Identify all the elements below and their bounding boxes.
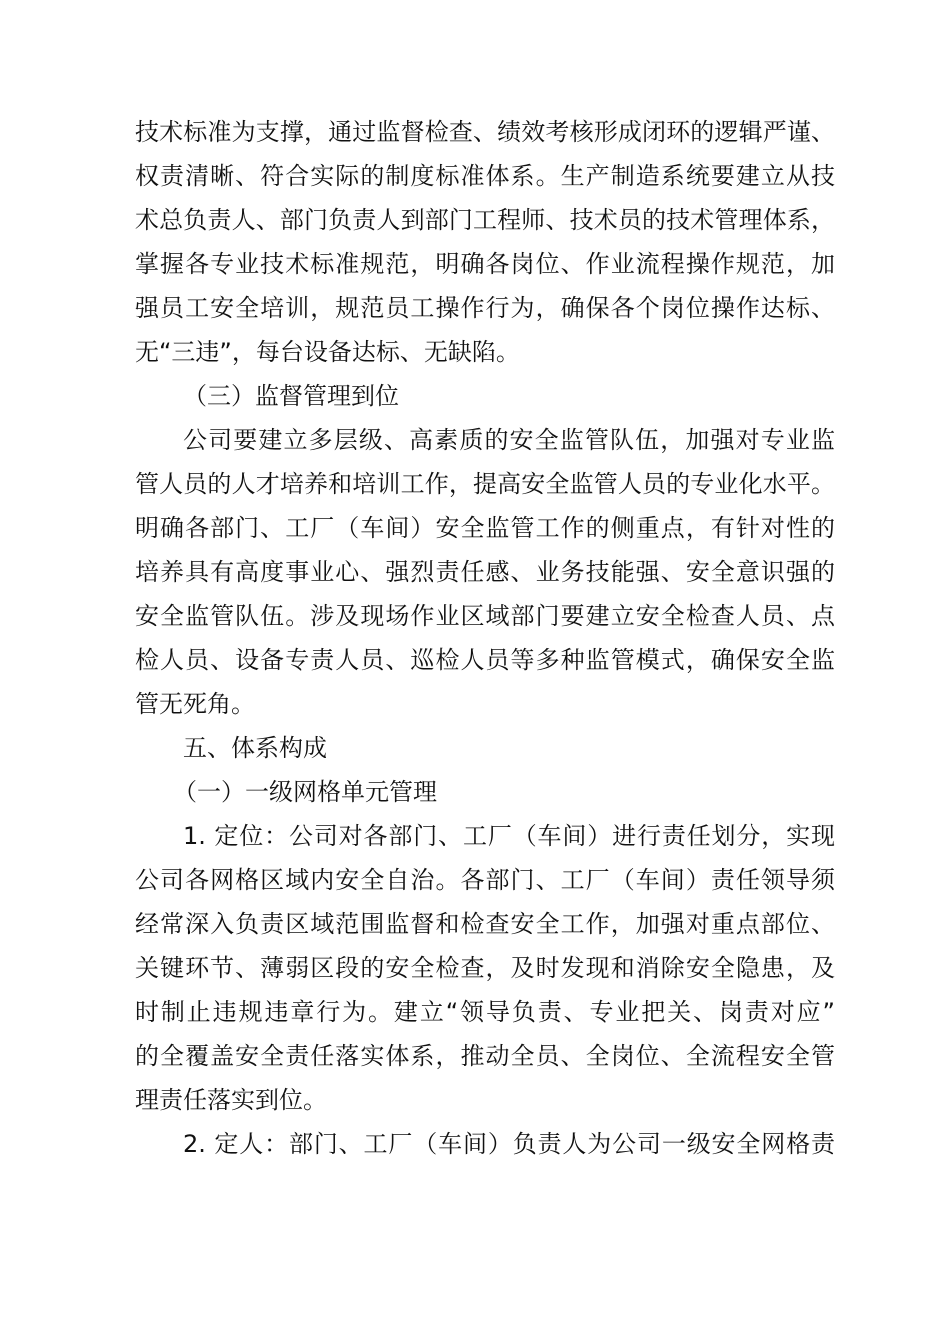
paragraph-first-line: 2. 定人：部门、工厂（车间）负责人为公司一级安全网格责 [183, 1130, 835, 1158]
subsection-heading: （一）一级网格单元管理 [173, 778, 437, 806]
text-line: 管无死角。 [135, 690, 255, 718]
text-line: 权责清晰、符合实际的制度标准体系。生产制造系统要建立从技 [135, 162, 835, 190]
section-heading: 五、体系构成 [183, 734, 327, 762]
text-line: 培养具有高度事业心、强烈责任感、业务技能强、安全意识强的 [135, 558, 835, 586]
text-line: 掌握各专业技术标准规范，明确各岗位、作业流程操作规范，加 [135, 250, 835, 278]
text-line: 安全监管队伍。涉及现场作业区域部门要建立安全检查人员、点 [135, 602, 835, 630]
text-line: 强员工安全培训，规范员工操作行为，确保各个岗位操作达标、 [135, 294, 835, 322]
text-line: 技术标准为支撑，通过监督检查、绩效考核形成闭环的逻辑严谨、 [135, 118, 835, 146]
paragraph-first-line: 公司要建立多层级、高素质的安全监管队伍，加强对专业监 [183, 426, 835, 454]
paragraph-first-line: 1. 定位：公司对各部门、工厂（车间）进行责任划分，实现 [183, 822, 835, 850]
text-line: 管人员的人才培养和培训工作，提高安全监管人员的专业化水平。 [135, 470, 835, 498]
section-heading: （三）监督管理到位 [183, 382, 399, 410]
text-line: 时制止违规违章行为。建立“领导负责、专业把关、岗责对应” [135, 998, 835, 1026]
text-line: 术总负责人、部门负责人到部门工程师、技术员的技术管理体系， [135, 206, 835, 234]
text-line: 经常深入负责区域范围监督和检查安全工作，加强对重点部位、 [135, 910, 835, 938]
text-line: 的全覆盖安全责任落实体系，推动全员、全岗位、全流程安全管 [135, 1042, 835, 1070]
text-line: 明确各部门、工厂（车间）安全监管工作的侧重点，有针对性的 [135, 514, 835, 542]
text-line: 关键环节、薄弱区段的安全检查，及时发现和消除安全隐患，及 [135, 954, 835, 982]
text-line: 理责任落实到位。 [135, 1086, 327, 1114]
text-line: 公司各网格区域内安全自治。各部门、工厂（车间）责任领导须 [135, 866, 835, 894]
text-line: 无“三违”，每台设备达标、无缺陷。 [135, 338, 520, 366]
text-line: 检人员、设备专责人员、巡检人员等多种监管模式，确保安全监 [135, 646, 835, 674]
